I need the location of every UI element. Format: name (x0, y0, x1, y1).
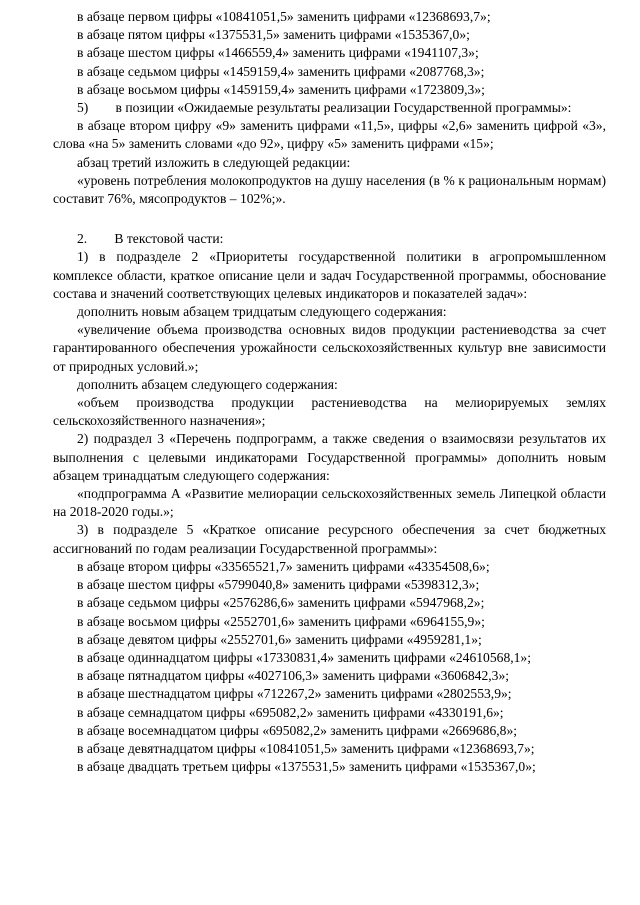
paragraph: в абзаце одиннадцатом цифры «17330831,4» заменить цифрами «24610568,1»; (77, 649, 532, 665)
paragraph-spacer (53, 208, 606, 230)
paragraph: абзац третий изложить в следующей редакции: (77, 154, 351, 170)
paragraph: в абзаце шестом цифры «5799040,8» заменить цифрами «5398312,3»; (77, 577, 480, 593)
paragraph: «увеличение объема производства основных видов продукции растениеводства за счет гарантированного обеспечения урожайности сельскохозяйственных культур вне зависимости от природных условий.»; (53, 322, 606, 374)
paragraph: 2) подраздел 3 «Перечень подпрограмм, а также сведения о взаимосвязи результатов их выполнения с целевыми индикаторами Государственной программы» дополнить новым абзацем тринадцатым следующего содержания: (53, 431, 606, 483)
paragraph: в абзаце пятом цифры «1375531,5» заменить цифрами «1535367,0»; (77, 27, 470, 43)
paragraph: дополнить новым абзацем тридцатым следующего содержания: (77, 304, 447, 320)
paragraph: в абзаце пятнадцатом цифры «4027106,3» заменить цифрами «3606842,3»; (77, 668, 510, 684)
paragraph: в абзаце семнадцатом цифры «695082,2» заменить цифрами «4330191,6»; (77, 704, 504, 720)
paragraph: в абзаце шестом цифры «1466559,4» заменить цифрами «1941107,3»; (77, 45, 479, 61)
paragraph: в абзаце первом цифры «10841051,5» заменить цифрами «12368693,7»; (77, 9, 491, 24)
paragraph: в абзаце втором цифры «33565521,7» заменить цифрами «43354508,6»; (77, 558, 490, 574)
paragraph: дополнить абзацем следующего содержания: (77, 376, 338, 392)
paragraph: «уровень потребления молокопродуктов на душу населения (в % к рациональным нормам) составит 76%, мясопродуктов – 102%;». (53, 172, 606, 207)
paragraph: 3) в подразделе 5 «Краткое описание ресурсного обеспечения за счет бюджетных ассигнований по годам реализации Государственной программы»: (53, 522, 606, 556)
section-heading: 2. В текстовой части: (77, 231, 224, 247)
paragraph: в абзаце втором цифру «9» заменить цифрами «11,5», цифры «2,6» заменить цифрой «3», слова «на 5» заменить словами «до 92», цифру «5» заменить цифрами «15»; (53, 118, 606, 152)
paragraph: 5) в позиции «Ожидаемые результаты реализации Государственной программы»: (77, 100, 572, 116)
paragraph: в абзаце шестнадцатом цифры «712267,2» заменить цифрами «2802553,9»; (77, 686, 512, 702)
paragraph: «объем производства продукции растениеводства на мелиорируемых землях сельскохозяйственного назначения»; (53, 395, 606, 429)
paragraph: 1) в подразделе 2 «Приоритеты государственной политики в агропромышленном комплексе области, краткое описание цели и задач Государственной программы, обоснование состава и значений соответствующих целевых индикаторов и показателей задач»: (53, 249, 606, 301)
paragraph: в абзаце восьмом цифры «2552701,6» заменить цифрами «6964155,9»; (77, 613, 485, 629)
paragraph: в абзаце седьмом цифры «1459159,4» заменить цифрами «2087768,3»; (77, 63, 485, 79)
paragraph: в абзаце седьмом цифры «2576286,6» заменить цифрами «5947968,2»; (77, 595, 485, 611)
paragraph: в абзаце девятнадцатом цифры «10841051,5» заменить цифрами «12368693,7»; (77, 740, 535, 756)
paragraph: «подпрограмма А «Развитие мелиорации сельскохозяйственных земель Липецкой области на 2018-2020 годы.»; (53, 486, 606, 520)
paragraph: в абзаце девятом цифры «2552701,6» заменить цифрами «4959281,1»; (77, 631, 482, 647)
paragraph: в абзаце двадцать третьем цифры «1375531,5» заменить цифрами «1535367,0»; (77, 759, 536, 775)
paragraph: в абзаце восемнадцатом цифры «695082,2» заменить цифрами «2669686,8»; (77, 722, 518, 738)
paragraph: в абзаце восьмом цифры «1459159,4» заменить цифрами «1723809,3»; (77, 81, 485, 97)
